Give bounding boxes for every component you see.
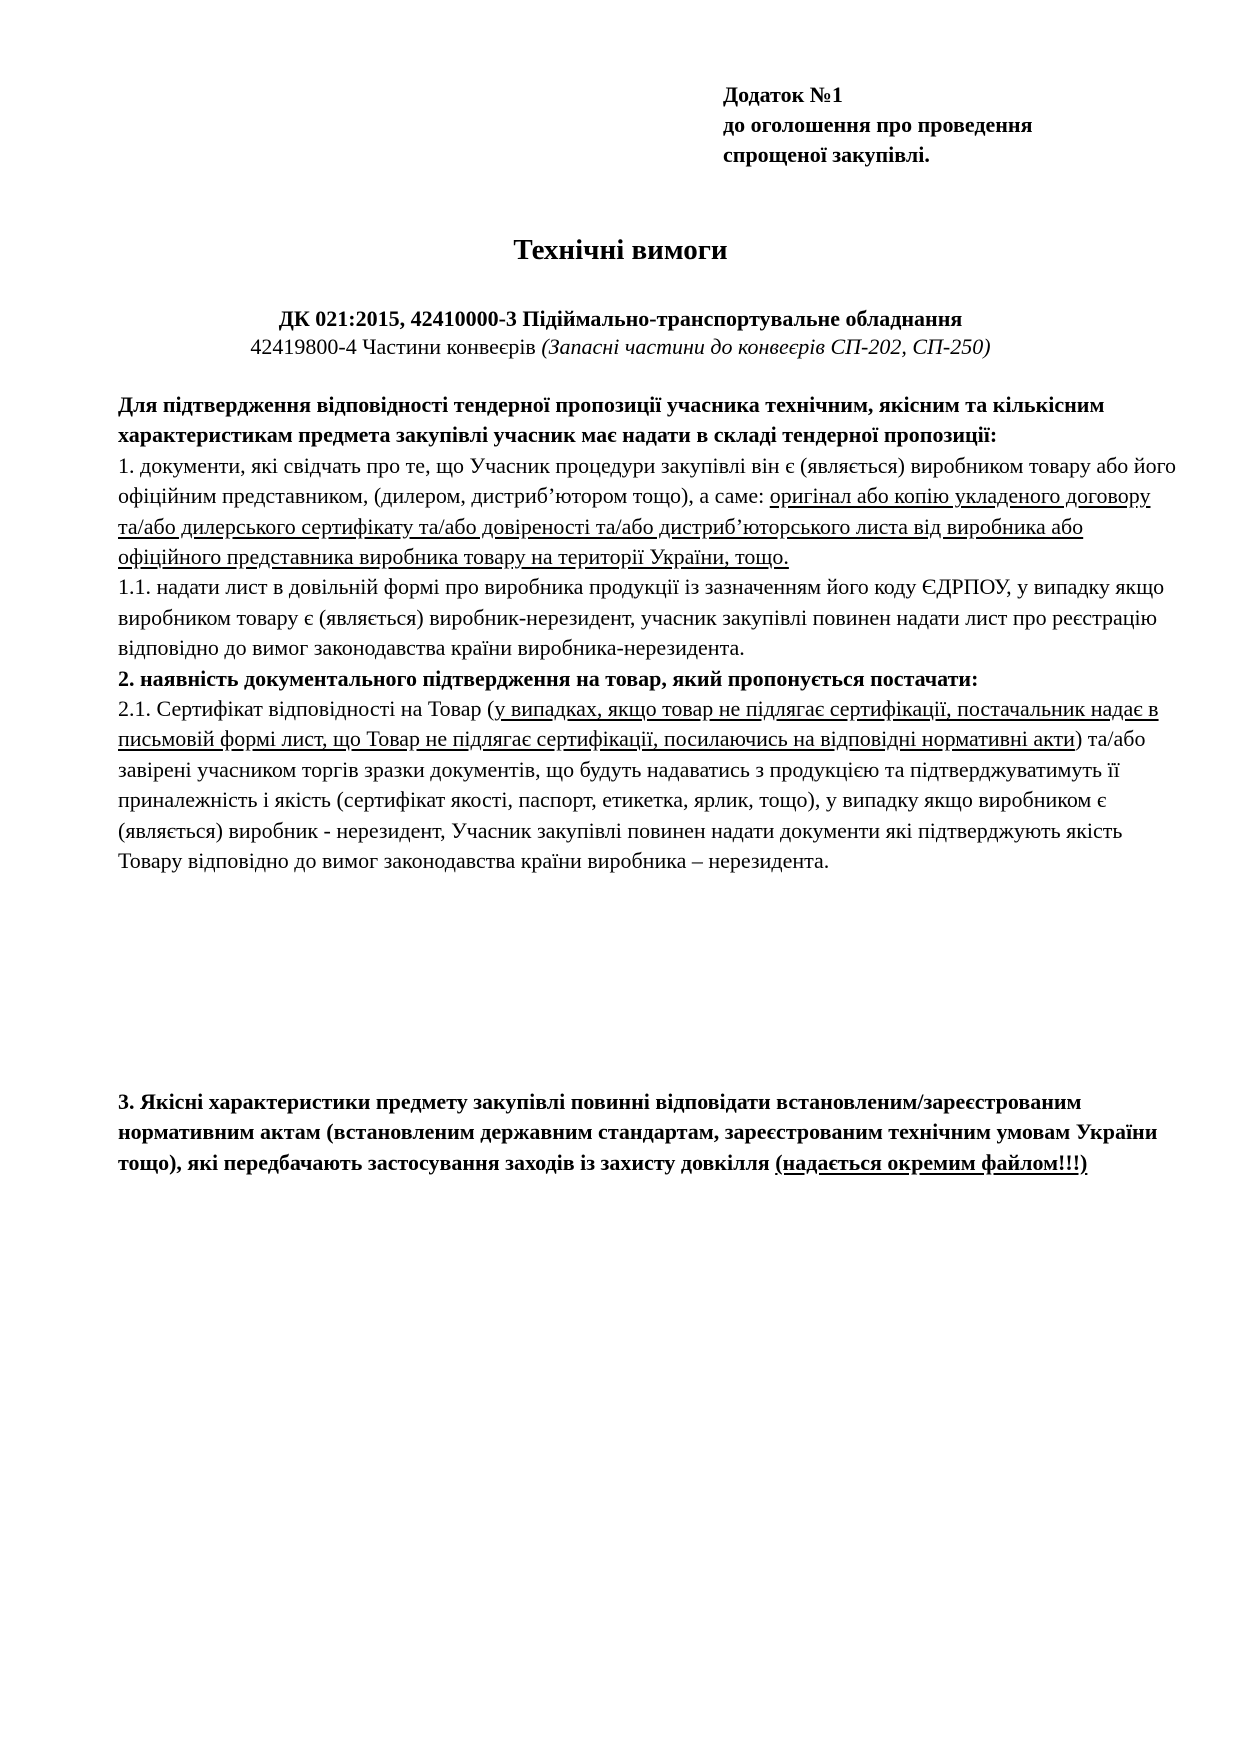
subcode-text: 42419800-4 Частини конвеєрів: [250, 334, 542, 359]
annex-header: [723, 80, 1033, 170]
annex-line-2: до оголошення про проведення: [723, 112, 1033, 137]
annex-line-1: Додаток №1: [723, 82, 843, 107]
document-title: Технічні вимоги: [513, 234, 728, 266]
item-3-paragraph: [118, 1087, 1178, 1178]
requirements-block: [118, 390, 1178, 877]
subcode-note: (Запасні частини до конвеєрів СП-202, СП-250): [541, 334, 991, 359]
item-2-1-paragraph: [118, 694, 1178, 876]
item-1-paragraph: [118, 451, 1178, 573]
annex-line-3: спрощеної закупівлі.: [723, 142, 930, 167]
item-1-text: 1. документи, які свідчать про те, що Учасник процедури закупівлі він є (являється) виробником товару або його офіційним представником, (дилером, дистриб’ютором тощо), а саме:: [118, 452, 1177, 509]
classifier-code-line: ДК 021:2015, 42410000-3 Підіймально-транспортувальне обладнання: [278, 306, 963, 331]
subcode-line: [0, 332, 1241, 362]
item-3-text: 3. Якісні характеристики предмету закупівлі повинні відповідати встановленим/зареєстрованим нормативним актам (встановленим державним стандартам, зареєстрованим технічним умовам України тощо), які передбачають застосування заходів із захисту довкілля: [118, 1089, 1158, 1175]
item-1-1-paragraph: 1.1. надати лист в довільній формі про виробника продукції із зазначенням його коду ЄДРПОУ, у випадку якщо виробником товару є (являється) виробник-нерезидент, учасник закупівлі повинен надати лист про реєстрацію відповідно до вимог законодавства країни виробника-нерезидента.: [118, 574, 1165, 661]
quality-requirements-block: [118, 1087, 1178, 1178]
item-2-1-after: ) та/або завірені учасником торгів зразки документів, що будуть надаватись з продукцією та підтверджуватимуть її приналежність і якість (сертифікат якості, паспорт, етикетка, ярлик, тощо), у випадку якщо виробником є (являється) виробник - нерезидент, Учасник закупівлі повинен надати документи які підтверджують якість Товару відповідно до вимог законодавства країни виробника – нерезидента.: [118, 726, 1146, 874]
item-2-1-before: 2.1. Сертифікат відповідності на Товар (: [118, 696, 495, 722]
item-1-underlined: оригінал або копію укладеного договору та/або дилерського сертифікату та/або довіреності та/або дистриб’юторського листа від виробника або офіційного представника виробника товару на території України, тощо.: [118, 483, 1151, 570]
intro-paragraph: Для підтвердження відповідності тендерної пропозиції учасника технічним, якісним та кількісним характеристикам предмета закупівлі учасник має надати в складі тендерної пропозиції:: [118, 392, 1105, 448]
item-2-paragraph: 2. наявність документального підтвердження на товар, який пропонується постачати:: [118, 665, 979, 691]
item-2-1-underlined: у випадках, якщо товар не підлягає сертифікації, постачальник надає в письмовій формі лист, що Товар не підлягає сертифікації, посилаючись на відповідні нормативні акти: [118, 696, 1159, 752]
item-3-underlined: (надається окремим файлом!!!): [775, 1149, 1088, 1175]
